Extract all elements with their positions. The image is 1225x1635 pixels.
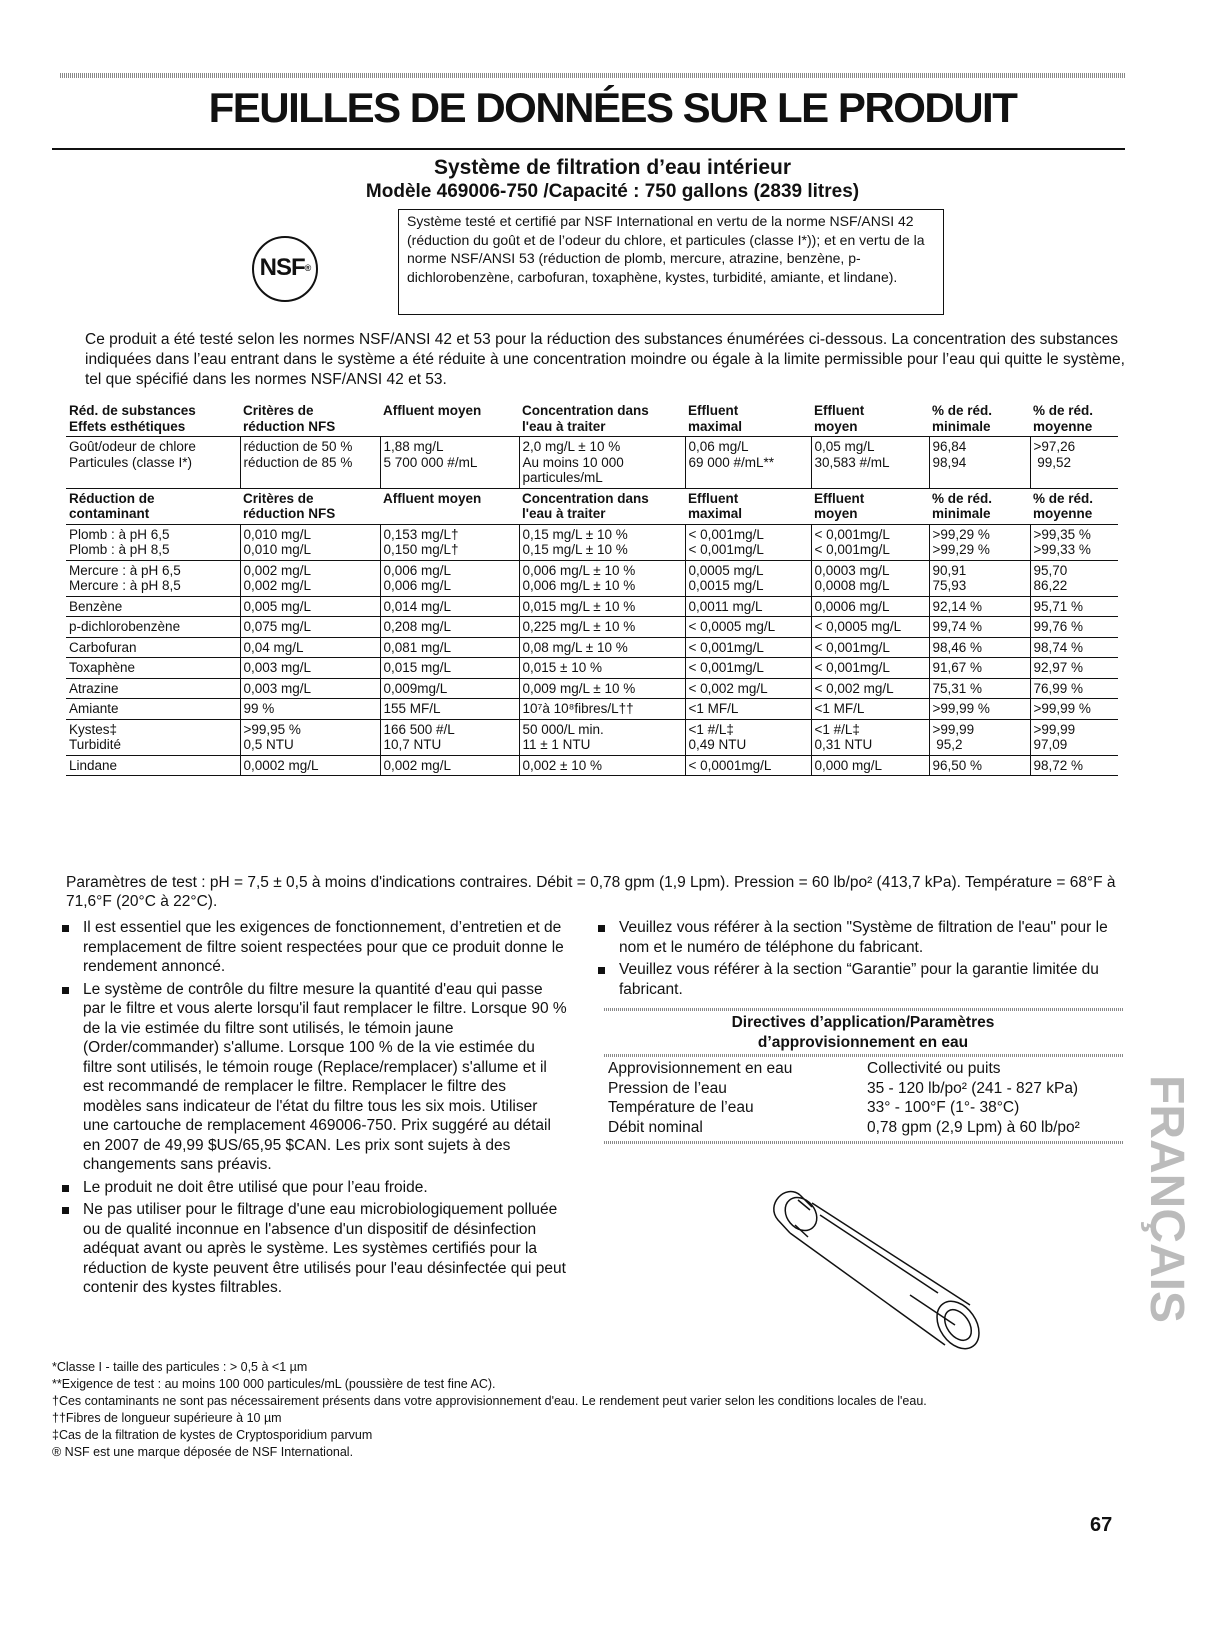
table-cell: 0,153 mg/L† 0,150 mg/L† bbox=[380, 524, 519, 560]
column-header: Affluent moyen bbox=[380, 488, 519, 524]
table-cell: 90,91 75,93 bbox=[929, 560, 1030, 596]
bullet-square-icon bbox=[598, 925, 605, 932]
bullet-item bbox=[62, 1200, 567, 1298]
bullet-square-icon bbox=[62, 925, 69, 932]
column-header: Effluent maximal bbox=[685, 401, 811, 437]
table-cell: <1 MF/L bbox=[685, 699, 811, 720]
table-cell: 0,002 mg/L 0,002 mg/L bbox=[240, 560, 380, 596]
table-cell: 0,05 mg/L 30,583 #/mL bbox=[811, 437, 929, 489]
table-cell: >99,99 % bbox=[1030, 699, 1118, 720]
table-cell: 0,006 mg/L 0,006 mg/L bbox=[380, 560, 519, 596]
table-cell: < 0,0005 mg/L bbox=[811, 617, 929, 638]
nsf-logo-text: NSF bbox=[259, 254, 305, 281]
table-cell: 155 MF/L bbox=[380, 699, 519, 720]
table-cell: Benzène bbox=[66, 596, 240, 617]
directives-top-rule bbox=[604, 1008, 1124, 1011]
table-cell: 0,009mg/L bbox=[380, 678, 519, 699]
table-cell: < 0,002 mg/L bbox=[685, 678, 811, 699]
directives-table bbox=[606, 1059, 1124, 1137]
table-cell: >99,99 97,09 bbox=[1030, 719, 1118, 755]
directives-row bbox=[606, 1098, 1124, 1118]
table-cell: Amiante bbox=[66, 699, 240, 720]
table-cell: 92,97 % bbox=[1030, 658, 1118, 679]
table-cell: >99,29 % >99,29 % bbox=[929, 524, 1030, 560]
table-cell: p-dichlorobenzène bbox=[66, 617, 240, 638]
table-cell: 76,99 % bbox=[1030, 678, 1118, 699]
bullet-item bbox=[598, 960, 1118, 999]
table-cell: 0,002 mg/L bbox=[380, 755, 519, 776]
table-row bbox=[66, 699, 1118, 720]
column-header: Effluent moyen bbox=[811, 401, 929, 437]
column-header: Concentration dans l'eau à traiter bbox=[519, 488, 685, 524]
bullet-square-icon bbox=[598, 967, 605, 974]
table-row bbox=[66, 596, 1118, 617]
table-cell: Carbofuran bbox=[66, 637, 240, 658]
directives-value: 33° - 100°F (1°- 38°C) bbox=[867, 1099, 1020, 1116]
table-cell: 0,208 mg/L bbox=[380, 617, 519, 638]
column-header: Affluent moyen bbox=[380, 401, 519, 437]
table-cell: >99,35 % >99,33 % bbox=[1030, 524, 1118, 560]
directives-label: Débit nominal bbox=[608, 1118, 703, 1136]
table2-header-row bbox=[66, 488, 1118, 524]
table-cell: Plomb : à pH 6,5 Plomb : à pH 8,5 bbox=[66, 524, 240, 560]
table-cell: 99 % bbox=[240, 699, 380, 720]
table-cell: < 0,001mg/L bbox=[685, 658, 811, 679]
table-cell: 0,003 mg/L bbox=[240, 658, 380, 679]
column-header: Critères de réduction NFS bbox=[240, 488, 380, 524]
table-cell: 98,46 % bbox=[929, 637, 1030, 658]
table-cell: Atrazine bbox=[66, 678, 240, 699]
nsf-logo-reg: ® bbox=[304, 263, 311, 273]
table-cell: 91,67 % bbox=[929, 658, 1030, 679]
column-header: % de réd. moyenne bbox=[1030, 488, 1118, 524]
bullet-item bbox=[62, 1178, 567, 1198]
table-cell: 0,015 mg/L bbox=[380, 658, 519, 679]
nsf-logo-icon bbox=[252, 236, 318, 302]
filter-cartridge-illustration bbox=[760, 1175, 990, 1360]
bullet-text: Il est essentiel que les exigences de fonctionnement, d’entretien et de remplacement de filtre soient respectées pour que ce produit donne le rendement annoncé. bbox=[83, 919, 564, 975]
top-hatch-rule bbox=[60, 73, 1125, 78]
table-cell: 2,0 mg/L ± 10 % Au moins 10 000 particules/mL bbox=[519, 437, 685, 489]
bullet-item bbox=[598, 918, 1118, 957]
table-cell: 98,72 % bbox=[1030, 755, 1118, 776]
bullet-text: Ne pas utiliser pour le filtrage d'une eau microbiologiquement polluée ou de qualité inconnue en l'absence d'un dispositif de désinfection adéquat avant ou après le système. Les systèmes certifiés pour la réduction de kyste peuvent être utilisés pour l'eau désinfectée qui peut contenir des kystes filtrables. bbox=[83, 1201, 566, 1296]
footnote: ‡Cas de la filtration de kystes de Cryptosporidium parvum bbox=[52, 1428, 373, 1442]
bullet-text: Le système de contrôle du filtre mesure la quantité d'eau qui passe par le filtre et vous alerte lorsqu'il faut remplacer le filtre. Lorsque 90 % de la vie estimée du filtre sont utilisés, le témoin jaune (Order/commander) s'allume. Lorsque 100 % de la vie estimée du filtre sont utilisés, le témoin rouge (Replace/remplacer) s'allume et il est recommandé de remplacer le filtre. Remplacer le filtre des modèles sans indicateur de l'état du filtre tous les six mois. Utiliser une cartouche de remplacement 469006-750. Prix suggéré au détail en 2007 de 49,99 $US/65,95 $CAN. Les prix sont sujets à des changements sans préavis. bbox=[83, 980, 567, 1173]
table-cell: >99,99 % bbox=[929, 699, 1030, 720]
table-cell: < 0,001mg/L bbox=[811, 658, 929, 679]
table-cell: 95,70 86,22 bbox=[1030, 560, 1118, 596]
bullet-text: Veuillez vous référer à la section “Garantie” pour la garantie limitée du fabricant. bbox=[619, 961, 1099, 998]
column-header: Effluent maximal bbox=[685, 488, 811, 524]
table-cell: 0,002 ± 10 % bbox=[519, 755, 685, 776]
directives-title-line1: Directives d’application/Paramètres bbox=[731, 1014, 995, 1031]
bullet-text: Veuillez vous référer à la section "Système de filtration de l'eau" pour le nom et le numéro de téléphone du fabricant. bbox=[619, 919, 1108, 956]
bullet-square-icon bbox=[62, 1207, 69, 1214]
model-capacity-line: Modèle 469006-750 /Capacité : 750 gallons (2839 litres) bbox=[365, 181, 860, 202]
directives-value: Collectivité ou puits bbox=[867, 1060, 1001, 1077]
table1-header-row bbox=[66, 401, 1118, 437]
table-cell: 0,015 ± 10 % bbox=[519, 658, 685, 679]
table-row bbox=[66, 524, 1118, 560]
table-cell: 0,04 mg/L bbox=[240, 637, 380, 658]
table-cell: Mercure : à pH 6,5 Mercure : à pH 8,5 bbox=[66, 560, 240, 596]
table-cell: >99,99 95,2 bbox=[929, 719, 1030, 755]
directives-title-line2: d’approvisionnement en eau bbox=[757, 1034, 969, 1051]
table-cell: 96,84 98,94 bbox=[929, 437, 1030, 489]
directives-row bbox=[606, 1118, 1124, 1138]
table-cell: 0,003 mg/L bbox=[240, 678, 380, 699]
table-cell: Goût/odeur de chlore Particules (classe I*) bbox=[66, 437, 240, 489]
table-cell: < 0,001mg/L bbox=[685, 637, 811, 658]
bullet-square-icon bbox=[62, 987, 69, 994]
bullet-text: Le produit ne doit être utilisé que pour l’eau froide. bbox=[83, 1178, 428, 1196]
table-cell: < 0,0001mg/L bbox=[685, 755, 811, 776]
table-cell: 50 000/L min. 11 ± 1 NTU bbox=[519, 719, 685, 755]
table-cell: <1 MF/L bbox=[811, 699, 929, 720]
column-header: Effluent moyen bbox=[811, 488, 929, 524]
column-header: Réduction de contaminant bbox=[66, 488, 240, 524]
title-rule bbox=[52, 148, 1125, 150]
intro-paragraph: Ce produit a été testé selon les normes NSF/ANSI 42 et 53 pour la réduction des substances énumérées ci-dessous. La concentration des substances indiquées dans l’eau entrant dans le système a été réduite à une concentration moindre ou égale à la limite permissible pour l’eau qui quitte le système, tel que spécifié dans les normes NSF/ANSI 42 et 53. bbox=[85, 331, 1125, 388]
table-cell: 0,006 mg/L ± 10 % 0,006 mg/L ± 10 % bbox=[519, 560, 685, 596]
table-cell: 0,009 mg/L ± 10 % bbox=[519, 678, 685, 699]
table-row bbox=[66, 658, 1118, 679]
table-cell: 0,005 mg/L bbox=[240, 596, 380, 617]
footnote: **Exigence de test : au moins 100 000 particules/mL (poussière de test fine AC). bbox=[52, 1377, 496, 1391]
table-cell: < 0,001mg/L < 0,001mg/L bbox=[811, 524, 929, 560]
table-cell: 0,0002 mg/L bbox=[240, 755, 380, 776]
table-cell: 0,0003 mg/L 0,0008 mg/L bbox=[811, 560, 929, 596]
table-cell: 0,081 mg/L bbox=[380, 637, 519, 658]
table-cell: 1,88 mg/L 5 700 000 #/mL bbox=[380, 437, 519, 489]
footnote: ® NSF est une marque déposée de NSF International. bbox=[52, 1445, 354, 1459]
table-cell: 0,000 mg/L bbox=[811, 755, 929, 776]
table-row bbox=[66, 437, 1118, 489]
table-cell: 0,010 mg/L 0,010 mg/L bbox=[240, 524, 380, 560]
system-subtitle: Système de filtration d’eau intérieur bbox=[433, 156, 792, 179]
directives-value: 0,78 gpm (2,9 Lpm) à 60 lb/po² bbox=[867, 1118, 1080, 1136]
column-header: Critères de réduction NFS bbox=[240, 401, 380, 437]
bullet-list-left bbox=[62, 918, 567, 1301]
table-cell: 0,08 mg/L ± 10 % bbox=[519, 637, 685, 658]
table-cell: 0,075 mg/L bbox=[240, 617, 380, 638]
directives-label: Température de l’eau bbox=[608, 1099, 754, 1116]
table-cell: 0,014 mg/L bbox=[380, 596, 519, 617]
table-row bbox=[66, 617, 1118, 638]
table-row bbox=[66, 678, 1118, 699]
table-cell: >97,26 99,52 bbox=[1030, 437, 1118, 489]
test-parameters: Paramètres de test : pH = 7,5 ± 0,5 à moins d'indications contraires. Débit = 0,78 gpm (1,9 Lpm). Pression = 60 lb/po² (413,7 kPa). Température = 68°F à 71,6°F (20°C à 22°C). bbox=[66, 874, 1116, 910]
column-header: % de réd. moyenne bbox=[1030, 401, 1118, 437]
table-cell: 99,74 % bbox=[929, 617, 1030, 638]
table-row bbox=[66, 560, 1118, 596]
page-number: 67 bbox=[1090, 1514, 1113, 1536]
table-cell: 166 500 #/L 10,7 NTU bbox=[380, 719, 519, 755]
bullet-item bbox=[62, 980, 567, 1175]
directives-label: Pression de l’eau bbox=[608, 1079, 727, 1097]
bullet-item bbox=[62, 918, 567, 977]
table-cell: <1 #/L‡ 0,31 NTU bbox=[811, 719, 929, 755]
directives-row bbox=[606, 1079, 1124, 1099]
table-row bbox=[66, 719, 1118, 755]
table-cell: Lindane bbox=[66, 755, 240, 776]
table-cell: < 0,001mg/L bbox=[811, 637, 929, 658]
column-header: % de réd. minimale bbox=[929, 401, 1030, 437]
certification-box: Système testé et certifié par NSF International en vertu de la norme NSF/ANSI 42 (réduction du goût et de l’odeur du chlore, et particules (classe I*)); et en vertu de la norme NSF/ANSI 53 (réduction de plomb, mercure, atrazine, benzène, p-dichlorobenzène, carbofuran, toxaphène, kystes, turbidité, amiante, et lindane). bbox=[398, 209, 944, 315]
bullet-square-icon bbox=[62, 1185, 69, 1192]
table-row bbox=[66, 755, 1118, 776]
directives-mid-rule bbox=[604, 1054, 1124, 1057]
reduction-table bbox=[66, 401, 1118, 776]
directives-label: Approvisionnement en eau bbox=[608, 1060, 793, 1077]
table-cell: <1 #/L‡ 0,49 NTU bbox=[685, 719, 811, 755]
column-header: Réd. de substances Effets esthétiques bbox=[66, 401, 240, 437]
directives-row bbox=[606, 1059, 1124, 1079]
table-cell: 96,50 % bbox=[929, 755, 1030, 776]
table-row bbox=[66, 637, 1118, 658]
table-cell: 95,71 % bbox=[1030, 596, 1118, 617]
table-cell: 0,015 mg/L ± 10 % bbox=[519, 596, 685, 617]
table-cell: 0,0006 mg/L bbox=[811, 596, 929, 617]
table-cell: 0,225 mg/L ± 10 % bbox=[519, 617, 685, 638]
directives-title bbox=[603, 1013, 1123, 1053]
table-cell: réduction de 50 % réduction de 85 % bbox=[240, 437, 380, 489]
table-cell: < 0,001mg/L < 0,001mg/L bbox=[685, 524, 811, 560]
reduction-table-body bbox=[66, 401, 1118, 776]
footnote: ††Fibres de longueur supérieure à 10 µm bbox=[52, 1411, 282, 1425]
directives-value: 35 - 120 lb/po² (241 - 827 kPa) bbox=[867, 1079, 1079, 1097]
table-cell: Toxaphène bbox=[66, 658, 240, 679]
table-cell: 98,74 % bbox=[1030, 637, 1118, 658]
table-cell: 75,31 % bbox=[929, 678, 1030, 699]
table-cell: < 0,002 mg/L bbox=[811, 678, 929, 699]
table-cell: < 0,0005 mg/L bbox=[685, 617, 811, 638]
table-cell: 0,0005 mg/L 0,0015 mg/L bbox=[685, 560, 811, 596]
table-cell: 0,06 mg/L 69 000 #/mL** bbox=[685, 437, 811, 489]
table-cell: 99,76 % bbox=[1030, 617, 1118, 638]
table-cell: 0,0011 mg/L bbox=[685, 596, 811, 617]
table-cell: Kystes‡ Turbidité bbox=[66, 719, 240, 755]
table-cell: 10⁷à 10⁸fibres/L†† bbox=[519, 699, 685, 720]
table-cell: >99,95 % 0,5 NTU bbox=[240, 719, 380, 755]
directives-bottom-rule bbox=[604, 1141, 1124, 1144]
column-header: Concentration dans l'eau à traiter bbox=[519, 401, 685, 437]
table-cell: 92,14 % bbox=[929, 596, 1030, 617]
table-cell: 0,15 mg/L ± 10 % 0,15 mg/L ± 10 % bbox=[519, 524, 685, 560]
language-side-tab bbox=[1140, 1075, 1196, 1635]
side-tab-text: FRANÇAIS bbox=[1140, 1075, 1193, 1323]
column-header: % de réd. minimale bbox=[929, 488, 1030, 524]
footnote: †Ces contaminants ne sont pas nécessairement présents dans votre approvisionnement d'eau. Le rendement peut varier selon les conditions locales de l'eau. bbox=[52, 1394, 927, 1408]
bullet-list-right bbox=[598, 918, 1118, 1002]
page-title: FEUILLES DE DONNÉES SUR LE PRODUIT bbox=[208, 84, 1017, 131]
footnote: *Classe I - taille des particules : > 0,5 à <1 µm bbox=[52, 1360, 308, 1374]
footnotes bbox=[52, 1359, 1132, 1461]
